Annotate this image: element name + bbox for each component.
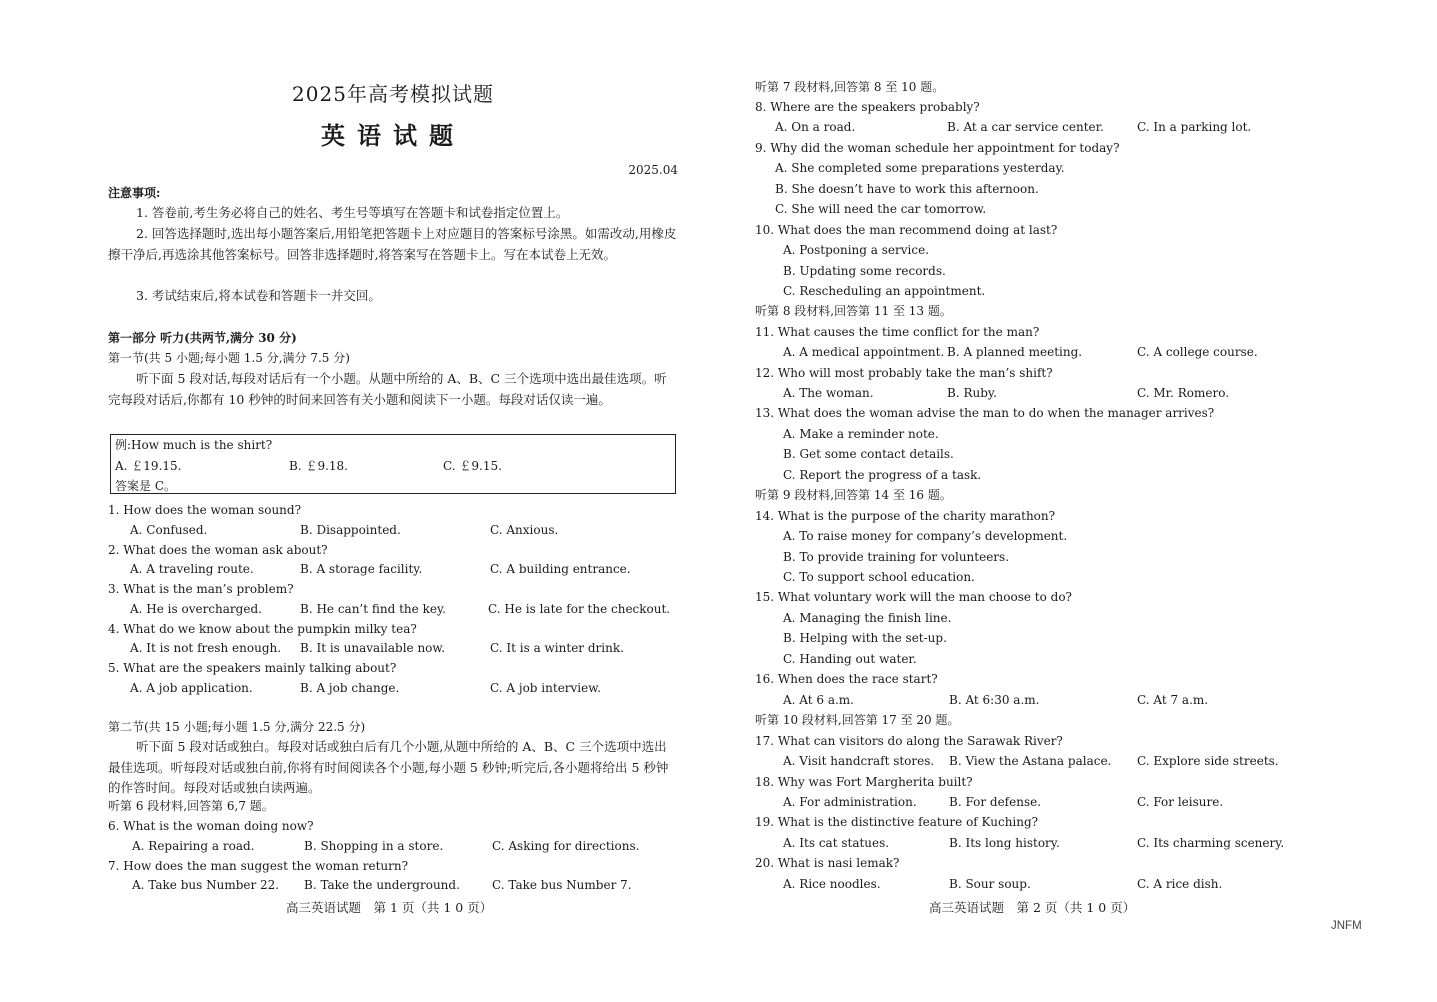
q19-option-b: B. Its long history. bbox=[949, 836, 1060, 850]
question-2: 2. What does the woman ask about? bbox=[108, 543, 328, 557]
q13-option-a: A. Make a reminder note. bbox=[783, 427, 939, 441]
section1-heading: 第一节(共 5 小题;每小题 1.5 分,满分 7.5 分) bbox=[108, 351, 350, 365]
q12-option-a: A. The woman. bbox=[783, 386, 874, 400]
question-18: 18. Why was Fort Margherita built? bbox=[755, 775, 973, 789]
q19-option-c: C. Its charming scenery. bbox=[1137, 836, 1285, 850]
question-15: 15. What voluntary work will the man choose to do? bbox=[755, 590, 1072, 604]
q8-option-c: C. In a parking lot. bbox=[1137, 120, 1252, 134]
question-10: 10. What does the man recommend doing at last? bbox=[755, 223, 1058, 237]
q16-option-a: A. At 6 a.m. bbox=[783, 693, 854, 707]
notice-item-3: 3. 考试结束后,将本试卷和答题卡一并交回。 bbox=[136, 288, 381, 303]
q1-option-a: A. Confused. bbox=[130, 523, 208, 537]
question-4: 4. What do we know about the pumpkin milky tea? bbox=[108, 622, 417, 636]
q14-option-a: A. To raise money for company’s development. bbox=[783, 529, 1068, 543]
section1-instruction: 听下面 5 段对话,每段对话后有一个小题。从题中所给的 A、B、C 三个选项中选出最佳选项。听完每段对话后,你都有 10 秒钟的时间来回答有关小题和阅读下一小题。每段对话仅读一遍。 bbox=[108, 371, 667, 407]
material-7-heading: 听第 7 段材料,回答第 8 至 10 题。 bbox=[755, 80, 945, 94]
q2-option-b: B. A storage facility. bbox=[300, 562, 423, 576]
q20-option-a: A. Rice noodles. bbox=[783, 877, 881, 891]
q20-option-c: C. A rice dish. bbox=[1137, 877, 1223, 891]
q13-option-b: B. Get some contact details. bbox=[783, 447, 954, 461]
notice-item-1: 1. 答卷前,考生务必将自己的姓名、考生号等填写在答题卡和试卷指定位置上。 bbox=[136, 205, 569, 220]
exam-title: 2025年高考模拟试题 bbox=[292, 82, 494, 106]
q4-option-c: C. It is a winter drink. bbox=[490, 641, 624, 655]
material-9-heading: 听第 9 段材料,回答第 14 至 16 题。 bbox=[755, 488, 952, 502]
q11-option-a: A. A medical appointment. bbox=[783, 345, 945, 359]
example-box bbox=[110, 434, 676, 494]
q18-option-a: A. For administration. bbox=[783, 795, 917, 809]
q9-option-b: B. She doesn’t have to work this afternoon. bbox=[775, 182, 1039, 196]
example-option-b: B. ￡9.18. bbox=[289, 459, 348, 473]
q14-option-b: B. To provide training for volunteers. bbox=[783, 550, 1010, 564]
q1-option-b: B. Disappointed. bbox=[300, 523, 401, 537]
notice-item-2: 2. 回答选择题时,选出每小题答案后,用铅笔把答题卡上对应题目的答案标号涂黑。如需改动,用橡皮擦干净后,再选涂其他答案标号。回答非选择题时,将答案写在答题卡上。写在本试卷上无效。 bbox=[108, 226, 677, 262]
question-11: 11. What causes the time conflict for the man? bbox=[755, 325, 1040, 339]
q8-option-b: B. At a car service center. bbox=[947, 120, 1104, 134]
q9-option-c: C. She will need the car tomorrow. bbox=[775, 202, 987, 216]
question-8: 8. Where are the speakers probably? bbox=[755, 100, 980, 114]
question-12: 12. Who will most probably take the man’s shift? bbox=[755, 366, 1053, 380]
q11-option-b: B. A planned meeting. bbox=[947, 345, 1083, 359]
q6-option-b: B. Shopping in a store. bbox=[304, 839, 444, 853]
q9-option-a: A. She completed some preparations yesterday. bbox=[775, 161, 1065, 175]
question-3: 3. What is the man’s problem? bbox=[108, 582, 294, 596]
q5-option-a: A. A job application. bbox=[130, 681, 253, 695]
question-5: 5. What are the speakers mainly talking about? bbox=[108, 661, 397, 675]
q15-option-c: C. Handing out water. bbox=[783, 652, 917, 666]
q15-option-b: B. Helping with the set-up. bbox=[783, 631, 947, 645]
q6-option-a: A. Repairing a road. bbox=[132, 839, 255, 853]
q3-option-c: C. He is late for the checkout. bbox=[488, 602, 671, 616]
q16-option-b: B. At 6:30 a.m. bbox=[949, 693, 1040, 707]
q20-option-b: B. Sour soup. bbox=[949, 877, 1031, 891]
q17-option-c: C. Explore side streets. bbox=[1137, 754, 1279, 768]
question-9: 9. Why did the woman schedule her appointment for today? bbox=[755, 141, 1120, 155]
section2-heading: 第二节(共 15 小题;每小题 1.5 分,满分 22.5 分) bbox=[108, 720, 366, 734]
q6-option-c: C. Asking for directions. bbox=[492, 839, 640, 853]
notice-heading: 注意事项: bbox=[108, 186, 161, 200]
question-13: 13. What does the woman advise the man to do when the manager arrives? bbox=[755, 406, 1215, 420]
q7-option-a: A. Take bus Number 22. bbox=[132, 878, 280, 892]
q1-option-c: C. Anxious. bbox=[490, 523, 559, 537]
q3-option-a: A. He is overcharged. bbox=[130, 602, 262, 616]
example-option-c: C. ￡9.15. bbox=[443, 459, 502, 473]
example-question: 例:How much is the shirt? bbox=[115, 438, 273, 452]
example-answer: 答案是 C。 bbox=[115, 479, 176, 493]
q2-option-a: A. A traveling route. bbox=[130, 562, 254, 576]
q12-option-c: C. Mr. Romero. bbox=[1137, 386, 1230, 400]
q4-option-a: A. It is not fresh enough. bbox=[130, 641, 282, 655]
q14-option-c: C. To support school education. bbox=[783, 570, 975, 584]
material-10-heading: 听第 10 段材料,回答第 17 至 20 题。 bbox=[755, 713, 960, 727]
question-17: 17. What can visitors do along the Sarawak River? bbox=[755, 734, 1063, 748]
q5-option-b: B. A job change. bbox=[300, 681, 400, 695]
q3-option-b: B. He can’t find the key. bbox=[300, 602, 446, 616]
q17-option-b: B. View the Astana palace. bbox=[949, 754, 1112, 768]
q11-option-c: C. A college course. bbox=[1137, 345, 1258, 359]
q16-option-c: C. At 7 a.m. bbox=[1137, 693, 1209, 707]
example-option-a: A. ￡19.15. bbox=[115, 459, 182, 473]
question-1: 1. How does the woman sound? bbox=[108, 503, 302, 517]
exam-date: 2025.04 bbox=[628, 163, 678, 177]
q13-option-c: C. Report the progress of a task. bbox=[783, 468, 982, 482]
q8-option-a: A. On a road. bbox=[775, 120, 856, 134]
q10-option-c: C. Rescheduling an appointment. bbox=[783, 284, 986, 298]
part1-heading: 第一部分 听力(共两节,满分 30 分) bbox=[108, 331, 297, 345]
page-2-footer: 高三英语试题 第 2 页（共 1 0 页） bbox=[929, 900, 1136, 915]
question-6: 6. What is the woman doing now? bbox=[108, 819, 314, 833]
document-code-mark: JNFM bbox=[1331, 920, 1362, 932]
material-6-heading: 听第 6 段材料,回答第 6,7 题。 bbox=[108, 799, 274, 813]
q15-option-a: A. Managing the finish line. bbox=[783, 611, 952, 625]
q2-option-c: C. A building entrance. bbox=[490, 562, 631, 576]
page-1-footer: 高三英语试题 第 1 页（共 1 0 页） bbox=[286, 900, 493, 915]
question-7: 7. How does the man suggest the woman return? bbox=[108, 859, 409, 873]
q10-option-b: B. Updating some records. bbox=[783, 264, 946, 278]
material-8-heading: 听第 8 段材料,回答第 11 至 13 题。 bbox=[755, 304, 952, 318]
question-20: 20. What is nasi lemak? bbox=[755, 856, 900, 870]
q7-option-b: B. Take the underground. bbox=[304, 878, 460, 892]
subject-title: 英语试题 bbox=[321, 121, 465, 150]
question-19: 19. What is the distinctive feature of Kuching? bbox=[755, 815, 1039, 829]
q7-option-c: C. Take bus Number 7. bbox=[492, 878, 632, 892]
question-16: 16. When does the race start? bbox=[755, 672, 938, 686]
section2-instruction: 听下面 5 段对话或独白。每段对话或独白后有几个小题,从题中所给的 A、B、C 三个选项中选出最佳选项。听每段对话或独白前,你将有时间阅读各个小题,每小题 5 秒钟;听完后,各小题将给出 5 秒钟的作答时间。每段对话或独白读两遍。 bbox=[108, 739, 669, 795]
q10-option-a: A. Postponing a service. bbox=[783, 243, 930, 257]
q17-option-a: A. Visit handcraft stores. bbox=[783, 754, 935, 768]
q18-option-c: C. For leisure. bbox=[1137, 795, 1224, 809]
q18-option-b: B. For defense. bbox=[949, 795, 1042, 809]
q19-option-a: A. Its cat statues. bbox=[783, 836, 890, 850]
q12-option-b: B. Ruby. bbox=[947, 386, 997, 400]
q5-option-c: C. A job interview. bbox=[490, 681, 601, 695]
q4-option-b: B. It is unavailable now. bbox=[300, 641, 446, 655]
question-14: 14. What is the purpose of the charity marathon? bbox=[755, 509, 1056, 523]
